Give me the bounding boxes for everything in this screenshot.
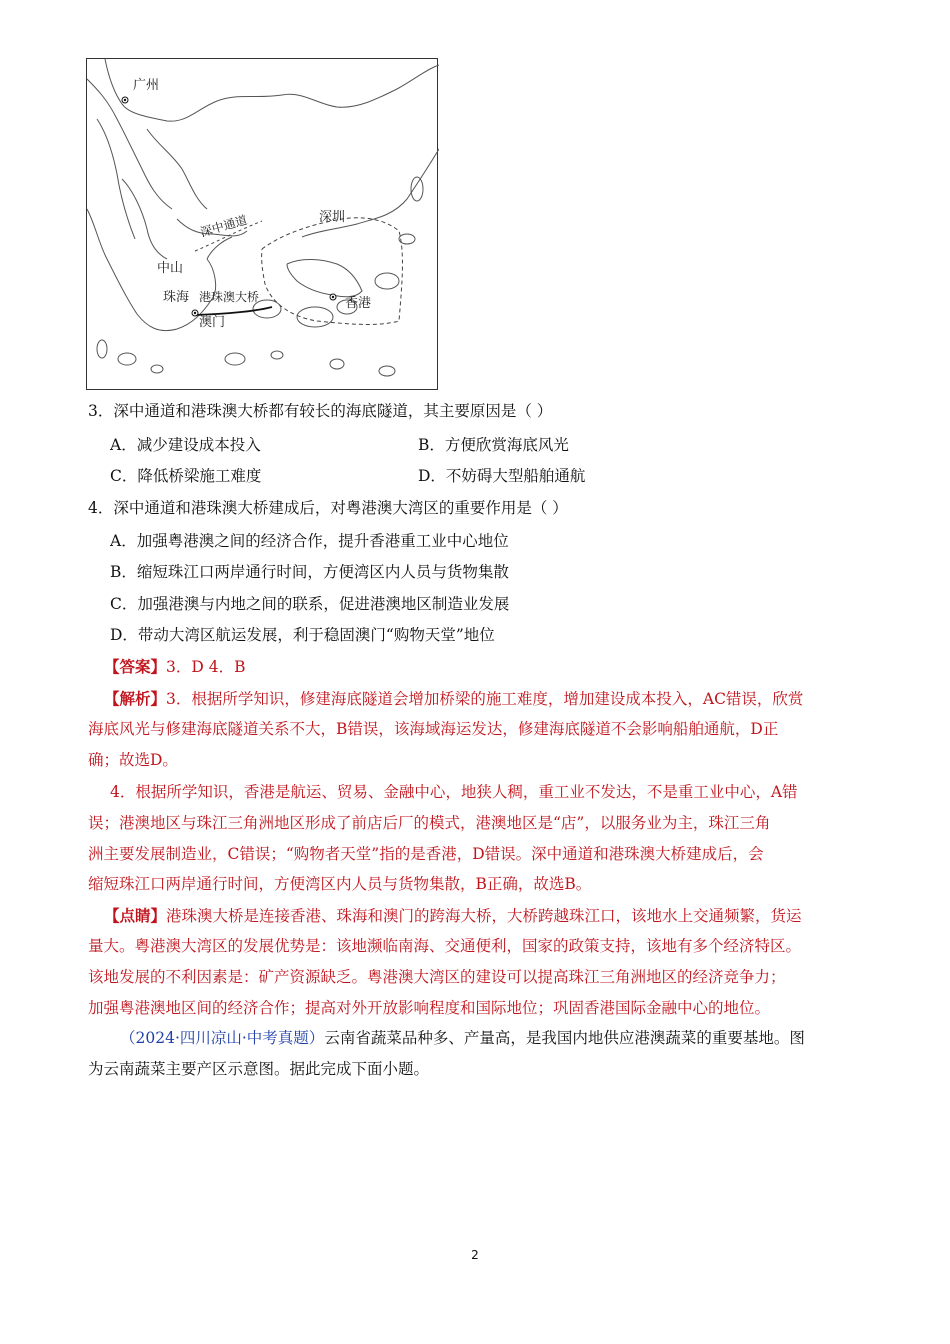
label-zhongshan: 中山 xyxy=(157,261,184,276)
q3-option-c: C．降低桥梁施工难度 xyxy=(110,467,262,485)
pearl-river-delta-map xyxy=(86,58,438,390)
page-number: 2 xyxy=(471,1248,479,1262)
question-4-stem: 4．深中通道和港珠澳大桥建成后，对粤港澳大湾区的重要作用是（ ） xyxy=(88,499,568,517)
map-drawing xyxy=(87,59,439,391)
analysis-line-5: 误；港澳地区与珠江三角洲地区形成了前店后厂的模式，港澳地区是“店”，以服务业为主，珠江三角 xyxy=(88,814,771,832)
analysis-text-1: 3．根据所学知识，修建海底隧道会增加桥梁的施工难度，增加建设成本投入，AC错误，欣赏 xyxy=(166,690,804,708)
label-guangzhou: 广州 xyxy=(133,78,160,93)
comment-line-1 xyxy=(104,905,802,927)
comment-text-1: 港珠澳大桥是连接香港、珠海和澳门的跨海大桥，大桥跨越珠江口，该地水上交通频繁，货运 xyxy=(166,907,802,925)
next-intro-line-2: 为云南蔬菜主要产区示意图。据此完成下面小题。 xyxy=(88,1060,430,1078)
next-intro-line-1 xyxy=(120,1027,805,1049)
label-hzmb: 港珠澳大桥 xyxy=(199,290,260,304)
q3-option-a: A．减少建设成本投入 xyxy=(110,436,261,454)
label-shenzhen: 深圳 xyxy=(319,210,346,225)
comment-line-3: 该地发展的不利因素是：矿产资源缺乏。粤港澳大湾区的建设可以提高珠江三角洲地区的经济竞争力； xyxy=(88,968,786,986)
analysis-line-7: 缩短珠江口两岸通行时间，方便湾区内人员与货物集散，B正确，故选B。 xyxy=(88,875,592,893)
answer-line xyxy=(104,656,245,678)
source-citation: （2024·四川凉山·中考真题） xyxy=(120,1029,325,1047)
analysis-line-3: 确；故选D。 xyxy=(88,751,178,769)
label-zhuhai: 珠海 xyxy=(163,290,190,305)
q4-option-d: D．带动大湾区航运发展，利于稳固澳门“购物天堂”地位 xyxy=(110,626,495,644)
analysis-tag: 【解析】 xyxy=(104,689,167,708)
next-intro-text-1: 云南省蔬菜品种多、产量高，是我国内地供应港澳蔬菜的重要基地。图 xyxy=(324,1029,805,1047)
answer-text: 3．D 4．B xyxy=(166,658,246,676)
q4-option-a: A．加强粤港澳之间的经济合作，提升香港重工业中心地位 xyxy=(110,532,509,550)
analysis-line-4: 4．根据所学知识，香港是航运、贸易、金融中心，地狭人稠，重工业不发达，不是重工业中心，A错 xyxy=(110,783,798,801)
label-macau: 澳门 xyxy=(199,315,226,330)
comment-line-2: 量大。粤港澳大湾区的发展优势是：该地濒临南海、交通便利，国家的政策支持，该地有多个经济特区。 xyxy=(88,937,802,955)
q4-option-c: C．加强港澳与内地之间的联系，促进港澳地区制造业发展 xyxy=(110,595,510,613)
answer-tag: 【答案】 xyxy=(104,657,167,676)
comment-tag: 【点睛】 xyxy=(104,906,167,925)
q4-option-b: B．缩短珠江口两岸通行时间，方便湾区内人员与货物集散 xyxy=(110,563,509,581)
comment-line-4: 加强粤港澳地区间的经济合作；提高对外开放影响程度和国际地位；巩固香港国际金融中心的地位。 xyxy=(88,999,771,1017)
analysis-line-1 xyxy=(104,688,803,710)
q3-option-b: B．方便欣赏海底风光 xyxy=(418,436,569,454)
q3-option-d: D．不妨碍大型船舶通航 xyxy=(418,467,586,485)
question-3-stem: 3．深中通道和港珠澳大桥都有较长的海底隧道，其主要原因是（ ） xyxy=(88,402,553,420)
label-hongkong: 香港 xyxy=(345,296,372,311)
analysis-line-6: 洲主要发展制造业，C错误；“购物者天堂”指的是香港，D错误。深中通道和港珠澳大桥建成后，会 xyxy=(88,845,764,863)
label-shenzhong-passage: 深中通道 xyxy=(198,212,249,240)
analysis-line-2: 海底风光与修建海底隧道关系不大，B错误，该海域海运发达，修建海底隧道不会影响船舶通航，D正 xyxy=(88,720,779,738)
